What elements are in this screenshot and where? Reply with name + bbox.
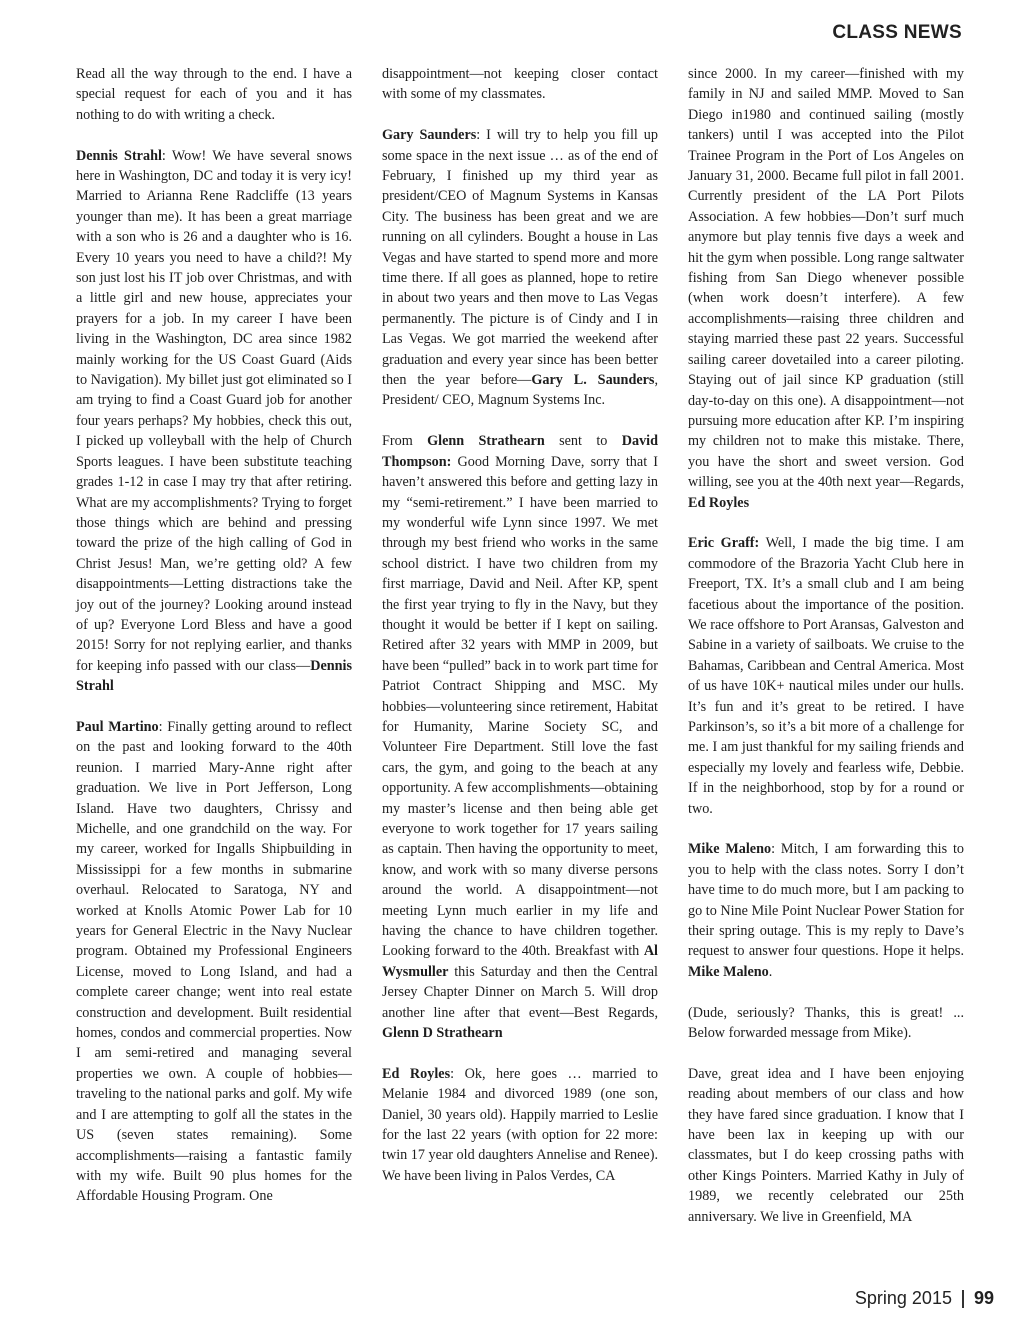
entry-text: : Wow! We have several snows here in Washington, DC and today it is very icy! Married to Arianna Rene Radcliffe (13 years younger than me). It has been a great marriage with a son who is 26 and a daughter who is 16. Every 10 years you need to have a child?! My son just lost his IT job over Christmas, and with a little girl and new house, appreciates your prayers for a job. In my career I have been living in the Washington, DC area since 1982 mainly working for the US Coast Guard (Aids to Navigation). My billet just got eliminated so I am trying to find a Coast Guard job for another four years perhaps? My hobbies, check this out, I picked up volleyball with the help of Church Sports leagues. I have been substitute teaching grades 1-12 in case I may try that after retiring. What are my accomplishments? Trying to forget those things which are behind and pressing toward the prize of the high calling of God in Christ Jesus! Man, we’re getting old? A few disappointments—Letting distractions take the joy out of the journey? Looking around instead of up? Everyone Lord Bless and have a good 2015! Sorry for not replying earlier, and thanks for keeping info passed with our class— (76, 147, 353, 674)
entry-end: . (768, 963, 773, 980)
entry-gary-saunders (382, 125, 658, 411)
author-name: Mike Maleno (688, 841, 772, 858)
entry-glenn-strathearn (382, 431, 658, 1043)
section-title: CLASS NEWS (832, 22, 962, 43)
column-3 (688, 64, 964, 1227)
editor-note: (Dude, seriously? Thanks, this is great! ... Below forwarded message from Mike). (688, 1004, 964, 1042)
paragraph-intro: Read all the way through to the end. I have a special request for each of you and it has nothing to do with writing a check. (76, 66, 352, 123)
author-name: Eric Graff: (688, 535, 760, 552)
author-signature: Mike Maleno (688, 963, 769, 980)
entry-dennis-strahl (76, 146, 352, 697)
entry-text: since 2000. In my career—finished with my family in NJ and sailed MMP. Moved to San Diego in1980 and continued sailing (mostly tankers) until I was accepted into the Pilot Trainee Program in the Port of Los Angeles on January 31, 2000. Became full pilot in fall 2001. Currently president of the LA Port Pilots Association. A few hobbies—Don’t surf much anymore but play tennis five days a week and hit the gym when possible. Long range saltwater fishing from San Diego whenever possible (when work doesn’t interfere). A few accomplishments—raising three children and staying married these past 22 years. Successful sailing career dovetailed into a career piloting. Staying out of jail since KP graduation (still day-to-day on this one). A disappointment—not pursuing more education after KP. I’m inspiring my children not to make this mistake. There, you have the short and sweet version. God willing, see you at the 40th next year—Regards, (688, 66, 964, 491)
entry-ed-royles-continued (688, 64, 964, 513)
column-1 (76, 64, 352, 1207)
author-signature: Glenn D Strathearn (382, 1025, 503, 1042)
author-signature: Dennis Strahl (76, 657, 352, 695)
footer-divider (962, 1290, 964, 1308)
forwarded-message: Dave, great idea and I have been enjoying reading about members of our class and how they have fared since graduation. I know that I have been lax in keeping up with our classmates, but I do keep crossing paths with other Kings Pointers. Married Kathy in July of 1989, we recently celebrated our 25th anniversary. We live in Greenfield, MA (688, 1065, 964, 1225)
entry-text-tail: , President/ CEO, Magnum Systems Inc. (382, 372, 658, 409)
entry-text: Good Morning Dave, sorry that I haven’t answered this before and getting lazy in my “semi-retirement.” I have been married to my wonderful wife Lynn since 1997. We met through my best friend who works in the same school district. I have two children from my first marriage, David and Neil. After KP, spent the first year trying to fly in the Navy, but they thought it would be better if I kept on sailing. Retired after 32 years with MMP in 2009, but have been “pulled” back in to work part time for Patriot Contract Shipping and MSC. My hobbies—volunteering since retirement, Habitat for Humanity, Marine Society SC, and Volunteer Fire Department. Still love the fast cars, the gym, and going to the beach at any opportunity. A few accomplishments—obtaining my master’s license and then being able get everyone to work together for 17 years sailing as captain. Then having the opportunity to meet, know, and work with so many diverse persons around the world. A disappointment—not meeting Lynn much earlier in my life and having the chance to have children together. Looking forward to the 40th. Breakfast with (382, 453, 658, 960)
paragraph-continuation: disappointment—not keeping closer contact with some of my classmates. (382, 66, 658, 103)
entry-text: : Ok, here goes … married to Melanie 1984 and divorced 1989 (one son, Daniel, 30 years old). Happily married to Leslie for the last 22 years (with option for 22 more: twin 17 year old daughters Annelise and Renee). We have been living in Palos Verdes, CA (382, 1065, 659, 1184)
entry-text: : Mitch, I am forwarding this to you to help with the class notes. Sorry I don’t have time to do much more, but I am packing to go to Nine Mile Point Nuclear Power Station for their spring outage. This is my reply to Dave’s request to answer four questions. Hope it helps. (688, 841, 964, 960)
mentioned-name: Al Wysmuller (382, 943, 658, 980)
author-name: Paul Martino (76, 718, 159, 735)
recipient-name: David Thompson: (382, 433, 659, 470)
column-2 (382, 64, 658, 1186)
author-signature: Ed Royles (688, 494, 750, 511)
entry-text: Well, I made the big time. I am commodore of the Brazoria Yacht Club here in Freeport, TX. It’s a small club and I am being facetious about the importance of the position. We race offshore to Port Aransas, Galveston and Sabine in a variety of sailboats. We cruise to the Bahamas, Caribbean and Central America. Most of us have 10K+ nautical miles under our hulls. It’s fun and it’s great to be retired. I have Parkinson’s, so it’s a bit more of a challenge for me. I am just thankful for my sailing friends and especially my lovely and fearless wife, Debbie. If in the neighborhood, stop by for a round or two. (688, 535, 964, 817)
entry-connector: sent to (544, 433, 622, 450)
author-name: Glenn Strathearn (427, 433, 545, 450)
page-footer (855, 1288, 994, 1309)
entry-prefix: From (382, 433, 428, 450)
entry-text-2: this Saturday and then the Central Jersey Chapter Dinner on March 5. Will drop another line after that event—Best Regards, (382, 963, 658, 1021)
page-number: 99 (973, 1288, 994, 1308)
entry-text: : I will try to help you fill up some space in the next issue … as of the end of February, I finished up my third year as president/CEO of Magnum Systems in Kansas City. The business has been great and we are running on all cylinders. Bought a house in Las Vegas and have started to spend more and more time there. If all goes as planned, hope to retire in about two years and then move to Las Vegas permanently. The picture is of Cindy and I in Las Vegas. We got married the weekend after graduation and every year since has been better then the year before— (382, 127, 658, 389)
entry-ed-royles (382, 1064, 658, 1186)
author-name: Dennis Strahl (76, 147, 162, 164)
issue-label: Spring 2015 (854, 1288, 952, 1308)
entry-mike-maleno (688, 839, 964, 982)
author-signature: Gary L. Saunders (531, 372, 655, 389)
author-name: Gary Saunders (382, 127, 477, 144)
entry-text: : Finally getting around to reflect on the past and looking forward to the 40th reunion. I married Mary-Anne right after graduation. We live in Port Jefferson, Long Island. Have two daughters, Chrissy and Michelle, and one grandchild on the way. For my career, worked for Ingalls Shipbuilding in Mississippi for a few months in submarine overhaul. Relocated to Saratoga, NY and worked at Knolls Atomic Power Lab for 10 years for General Electric in the Navy Nuclear program. Obtained my Professional Engineers License, moved to Long Island, and had a complete career change; went into real estate construction and development. Built residential homes, condos and commercial properties. Now I am semi-retired and managing several properties we own. A couple of hobbies—traveling to the national parks and golf. My wife and I are attempting to golf all the states in the US (seven states remaining). Some accomplishments—raising a fantastic family with my wife. Built 90 plus homes for the Affordable Housing Program. One (76, 718, 352, 1205)
author-name: Ed Royles (382, 1065, 451, 1082)
entry-paul-martino (76, 717, 352, 1207)
entry-eric-graff (688, 533, 964, 819)
